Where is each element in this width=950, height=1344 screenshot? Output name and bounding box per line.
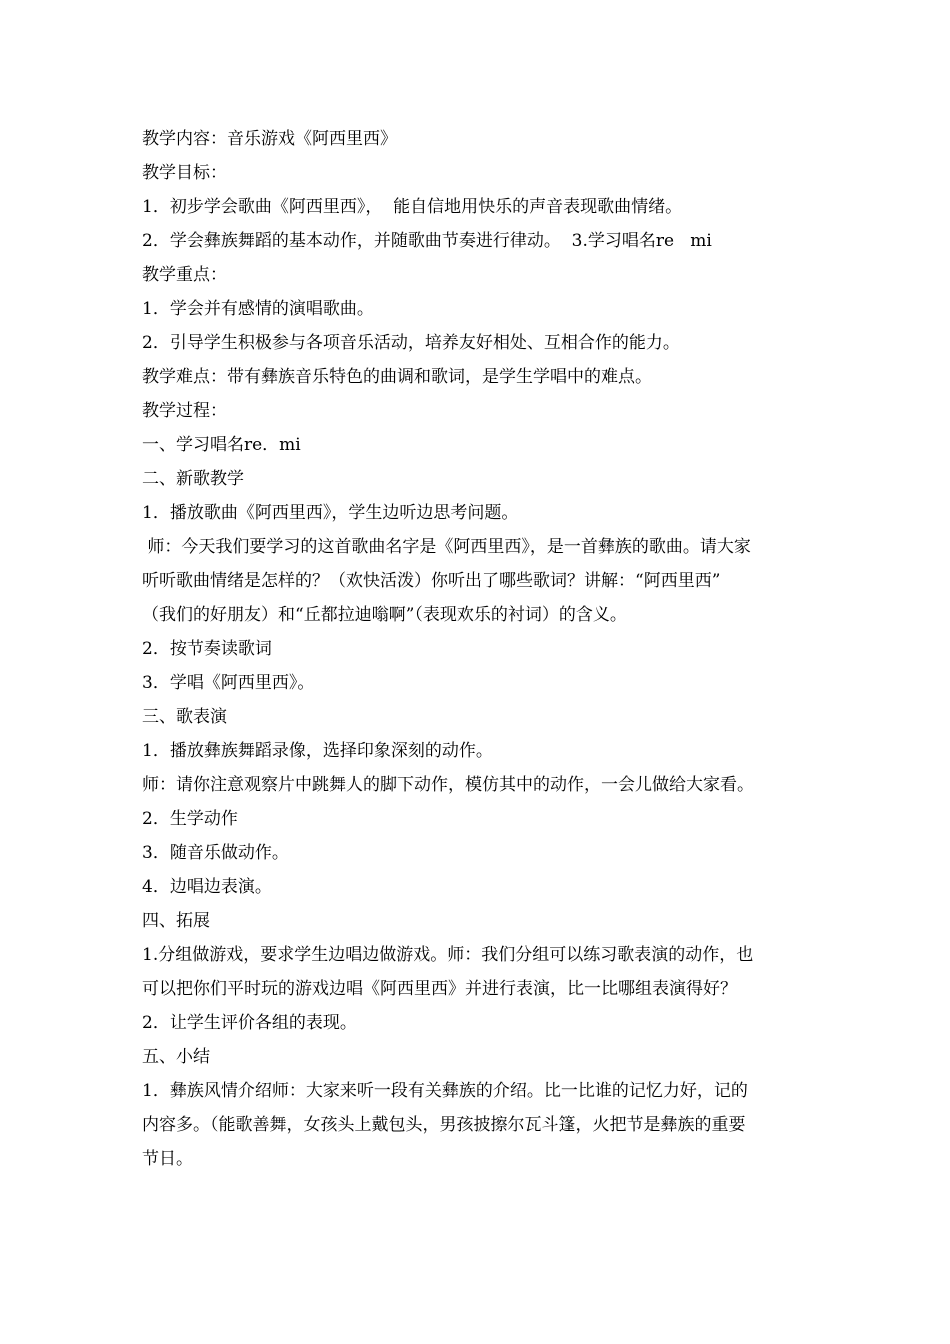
step-item: 4．边唱边表演。 [142,877,272,897]
objectives-heading: 教学目标： [142,163,227,183]
section-heading: 四、拓展 [142,911,210,931]
paragraph-line: （我们的好朋友）和“丘都拉迪嗡啊”（表现欢乐的衬词）的含义。 [142,605,627,625]
difficulty-line: 教学难点：带有彝族音乐特色的曲调和歌词，是学生学唱中的难点。 [142,367,652,387]
paragraph-line: 节日。 [142,1149,193,1169]
step-item: 2．让学生评价各组的表现。 [142,1013,357,1033]
step-item: 2．按节奏读歌词 [142,639,272,659]
key-points-heading: 教学重点： [142,265,227,285]
step-item: 2．生学动作 [142,809,238,829]
paragraph-line: 内容多。（能歌善舞，女孩头上戴包头，男孩披擦尔瓦斗篷，火把节是彝族的重要 [142,1115,746,1135]
paragraph-line: 1.分组做游戏，要求学生边唱边做游戏。师：我们分组可以练习歌表演的动作，也 [142,945,754,965]
step-item: 1．播放彝族舞蹈录像，选择印象深刻的动作。 [142,741,493,761]
paragraph-line: 师：请你注意观察片中跳舞人的脚下动作，模仿其中的动作，一会儿做给大家看。 [142,775,754,795]
paragraph-line: 师：今天我们要学习的这首歌曲名字是《阿西里西》，是一首彝族的歌曲。请大家 [142,537,751,557]
paragraph-line: 听听歌曲情绪是怎样的？（欢快活泼）你听出了哪些歌词？讲解：“阿西里西” [142,571,721,591]
process-heading: 教学过程： [142,401,227,421]
objective-item: 2．学会彝族舞蹈的基本动作，并随歌曲节奏进行律动。 3.学习唱名re mi [142,231,712,251]
section-heading: 一、学习唱名re．mi [142,435,301,455]
key-point-item: 1．学会并有感情的演唱歌曲。 [142,299,374,319]
paragraph-line: 1．彝族风情介绍师：大家来听一段有关彝族的介绍。比一比谁的记忆力好，记的 [142,1081,748,1101]
paragraph-line: 可以把你们平时玩的游戏边唱《阿西里西》并进行表演，比一比哪组表演得好？ [142,979,737,999]
section-heading: 五、小结 [142,1047,210,1067]
section-heading: 二、新歌教学 [142,469,244,489]
document-body [142,122,812,1176]
section-heading: 三、歌表演 [142,707,227,727]
step-item: 3．学唱《阿西里西》。 [142,673,315,693]
step-item: 3．随音乐做动作。 [142,843,289,863]
content-line: 教学内容：音乐游戏《阿西里西》 [142,129,397,149]
key-point-item: 2．引导学生积极参与各项音乐活动，培养友好相处、互相合作的能力。 [142,333,680,353]
objective-item: 1．初步学会歌曲《阿西里西》， 能自信地用快乐的声音表现歌曲情绪。 [142,197,683,217]
step-item: 1．播放歌曲《阿西里西》，学生边听边思考问题。 [142,503,519,523]
